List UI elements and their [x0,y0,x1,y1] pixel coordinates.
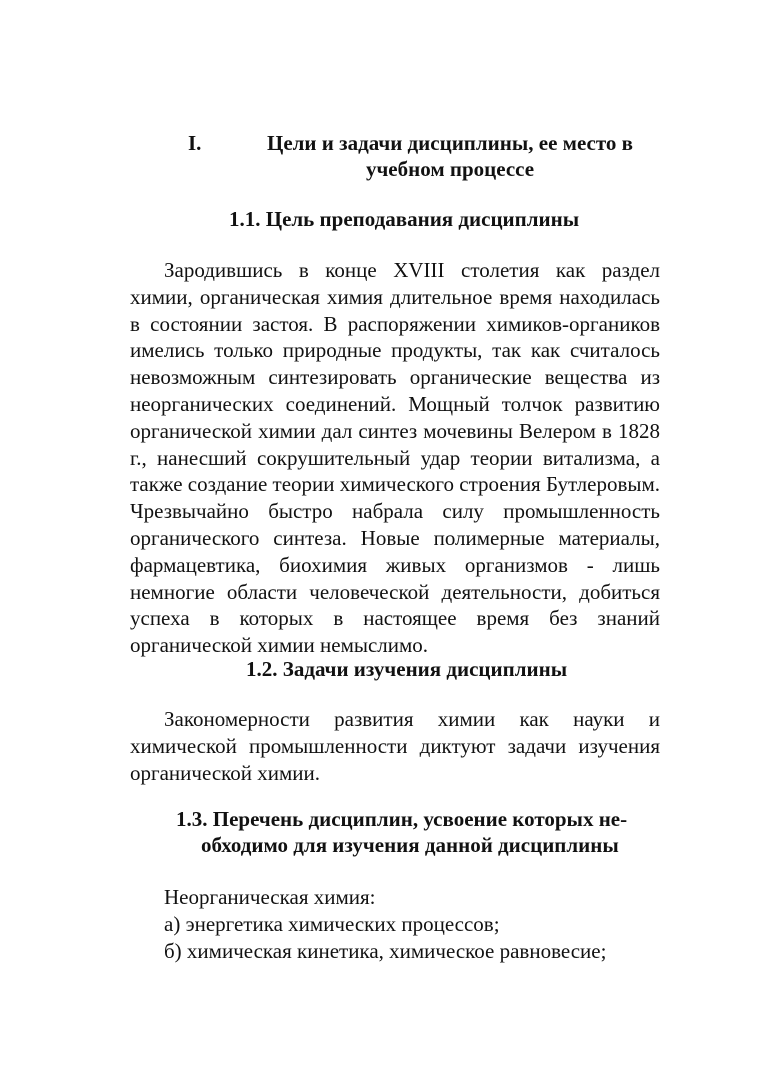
list-item: б) химическая кинетика, химическое равновесие; [164,939,607,963]
section-1-1-paragraph: Зародившись в конце XVIII столетия как раздел химии, органическая химия длительное время находилась в состоянии застоя. В распоряжении химиков-органиков имелись только природные продукты, так как считалось невозможным синтезировать органические вещества из неорганических соединений. Мощный толчок развитию органической химии дал синтез мочевины Велером в 1828 г., нанесший сокрушительный удар теории витализма, а также создание теории химического строения Бутлеровым. Чрезвычайно быстро набрала силу промышленность органического синтеза. Новые полимерные материалы, фармацевтика, биохимия живых организмов - лишь немногие области человеческой деятельности, добиться успеха в которых в настоящее время без знаний органической химии немыслимо. [130,258,661,658]
list-item: а) энергетика химических процессов; [164,912,500,936]
section-1-2-title: 1.2. Задачи изучения дисциплины [246,657,568,681]
chapter-number: I. [188,131,202,155]
section-1-3-title-line1: 1.3. Перечень дисциплин, усвоение которых не- [176,807,628,831]
list-heading: Неорганическая химия: [164,885,376,909]
section-1-3-title-line2: обходимо для изучения данной дисциплины [201,833,619,857]
section-1-1-title: 1.1. Цель преподавания дисциплины [229,207,580,231]
section-1-2-paragraph: Закономерности развития химии как науки и химической промышленности диктуют задачи изучения органической химии. [130,707,660,785]
chapter-title: Цели и задачи дисциплины, ее место в учебном процессе [267,131,633,181]
prerequisites-list [164,884,606,965]
